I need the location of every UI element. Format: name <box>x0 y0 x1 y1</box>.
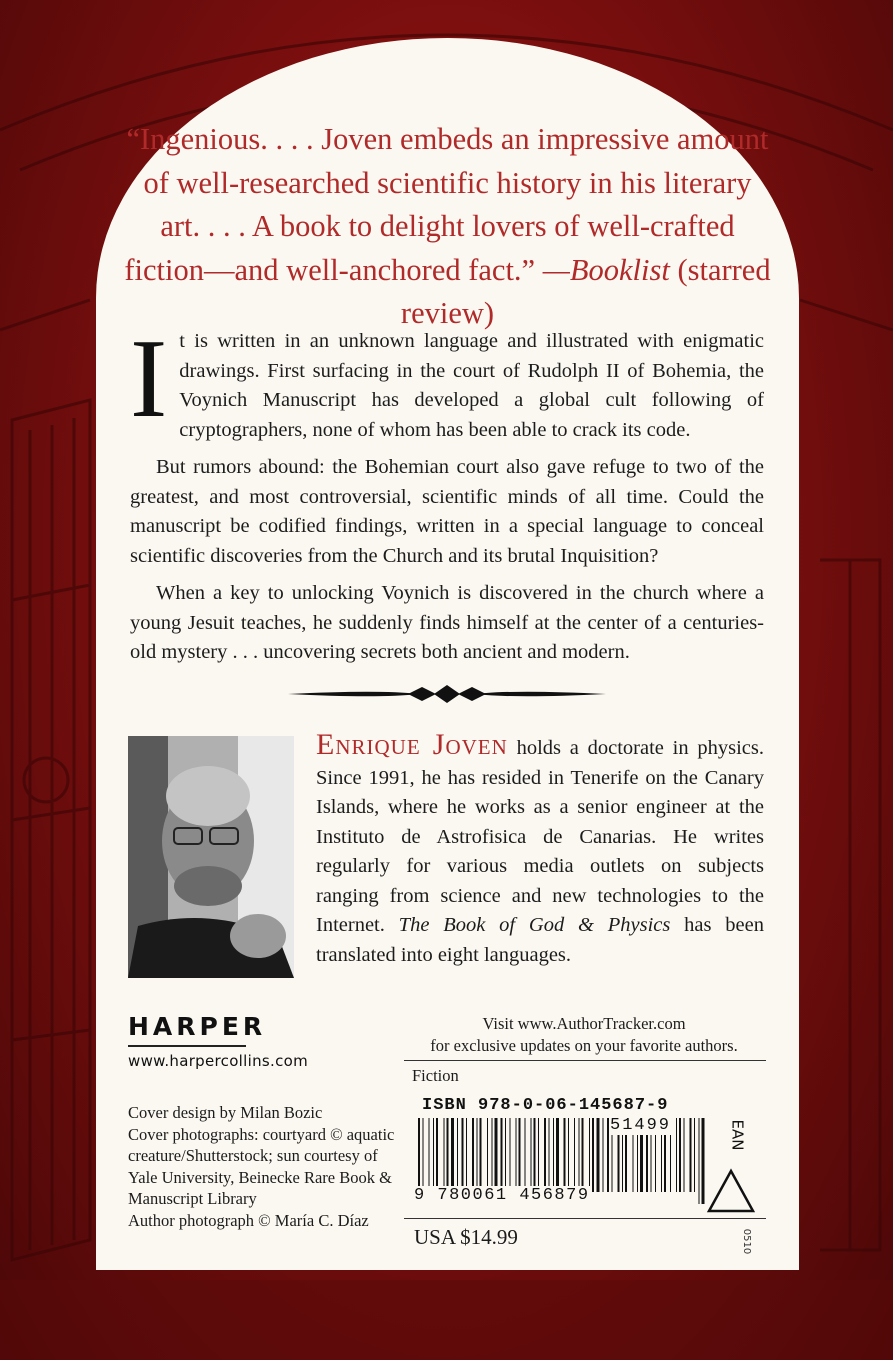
barcode-bar <box>433 1118 434 1192</box>
price-code: 51499 <box>610 1116 672 1135</box>
barcode-bar <box>553 1118 554 1192</box>
barcode-bar <box>447 1118 449 1192</box>
quote-source: —Booklist <box>542 252 670 287</box>
barcode-bar <box>690 1118 692 1192</box>
credit-photographs: Cover photographs: courtyard © aquatic creature/Shutterstock; sun courtesy of Yale University, Beinecke Rare Book & Manuscript Library <box>128 1124 395 1208</box>
barcode-bar <box>582 1118 584 1192</box>
barcode-bar <box>549 1118 550 1192</box>
quote-note: (starred review) <box>400 252 771 330</box>
barcode-bar <box>505 1118 506 1192</box>
bio-text-2: has been translated into eight languages. <box>316 914 764 966</box>
cover-credits <box>128 1102 398 1231</box>
barcode-bar <box>597 1118 600 1192</box>
barcode-bar <box>472 1118 474 1192</box>
author-photo <box>128 736 294 978</box>
barcode-bar <box>538 1118 539 1192</box>
publisher-rule <box>128 1045 246 1047</box>
batch-code: 0510 <box>741 1228 753 1255</box>
barcode-bar <box>699 1118 700 1204</box>
barcode-bar <box>702 1118 705 1204</box>
barcode-bar <box>574 1118 575 1192</box>
credit-design: Cover design by Milan Bozic <box>128 1103 323 1122</box>
dropcap-letter: I <box>130 317 168 441</box>
description-paragraph-2: But rumors abound: the Bohemian court also gave refuge to two of the greatest, and most controversial, scientific minds of all time. Could the manuscript be codified findings, written in a special language to conceal scientific discoveries from the Church and its brutal Inquisition? <box>130 456 764 567</box>
barcode-bar <box>495 1118 498 1192</box>
barcode-bar <box>679 1118 681 1192</box>
barcode-bar <box>534 1118 536 1192</box>
triangle-icon <box>706 1168 756 1214</box>
barcode-bar <box>544 1118 546 1192</box>
barcode-bar <box>492 1118 493 1192</box>
barcode-bar <box>676 1118 677 1192</box>
isbn-number: ISBN 978-0-06-145687-9 <box>422 1096 669 1115</box>
barcode-bar <box>694 1118 695 1192</box>
author-name: Enrique Joven <box>316 728 508 761</box>
barcode-bar <box>429 1118 430 1192</box>
barcode-bar <box>603 1118 604 1192</box>
barcode-bar <box>477 1118 478 1192</box>
quote-text: “Ingenious. . . . Joven embeds an impressive amount of well-researched scientific history in his literary art. . . . A book to delight lovers of well-crafted fiction—and well-anchored fact.” <box>124 122 769 287</box>
author-tracker-note <box>404 1013 764 1056</box>
barcode-bar <box>444 1118 445 1192</box>
publisher-url: www.harpercollins.com <box>128 1052 309 1070</box>
barcode-bar <box>516 1118 517 1192</box>
barcode-bar <box>462 1118 464 1192</box>
barcode-digits: 9 780061 456879 <box>414 1186 590 1205</box>
barcode-bar <box>451 1118 454 1192</box>
barcode-bar <box>466 1118 467 1192</box>
barcode-bar <box>436 1118 438 1192</box>
description-paragraph-1: t is written in an unknown language and illustrated with enigmatic drawings. First surfacing in the court of Rudolph II of Bohemia, the Voynich Manuscript has developed a global cult following of cryptographers, none of whom has been able to crack its code. <box>179 330 764 441</box>
price-label: USA $14.99 <box>414 1225 518 1249</box>
barcode-bar <box>487 1118 488 1192</box>
credit-author-photo: Author photograph © María C. Díaz <box>128 1210 369 1230</box>
book-title: The Book of God & Physics <box>398 914 671 936</box>
barcode-bar <box>568 1118 569 1192</box>
tracker-rule <box>404 1060 766 1061</box>
barcode-bar <box>501 1118 503 1192</box>
tracker-line-2: for exclusive updates on your favorite authors. <box>430 1035 738 1055</box>
barcode-bar <box>579 1118 580 1192</box>
barcode-bar <box>457 1118 458 1192</box>
barcode-bar <box>531 1118 532 1192</box>
barcode-bar <box>607 1118 609 1192</box>
barcode-bar <box>519 1118 521 1192</box>
tracker-line-1: Visit www.AuthorTracker.com <box>482 1014 686 1033</box>
genre-label: Fiction <box>412 1066 459 1085</box>
description-paragraph-3: When a key to unlocking Voynich is discovered in the church where a young Jesuit teaches, he suddenly finds himself at the center of a centuries-old mystery . . . uncovering secrets both ancient and modern. <box>130 582 764 663</box>
barcode-bar <box>510 1118 511 1192</box>
barcode-bar <box>589 1118 590 1192</box>
barcode-bar <box>525 1118 526 1192</box>
review-quote <box>120 118 775 336</box>
publisher-logo: HARPER <box>128 1012 267 1041</box>
author-bio <box>316 730 764 970</box>
barcode-bar <box>480 1118 482 1192</box>
ornament-divider <box>288 684 606 704</box>
ean-label: EAN <box>728 1119 747 1151</box>
barcode-bar <box>684 1118 685 1192</box>
barcode-bar <box>592 1118 594 1192</box>
bio-text-1: holds a doctorate in physics. Since 1991, he has resided in Tenerife on the Canary Islands, where he works as a senior engineer at the Instituto de Astrofisica de Canarias. He writes regularly for various media outlets on subjects ranging from science and new technologies to the Internet. <box>316 737 764 936</box>
price-rule <box>404 1218 766 1219</box>
book-description <box>130 317 764 676</box>
